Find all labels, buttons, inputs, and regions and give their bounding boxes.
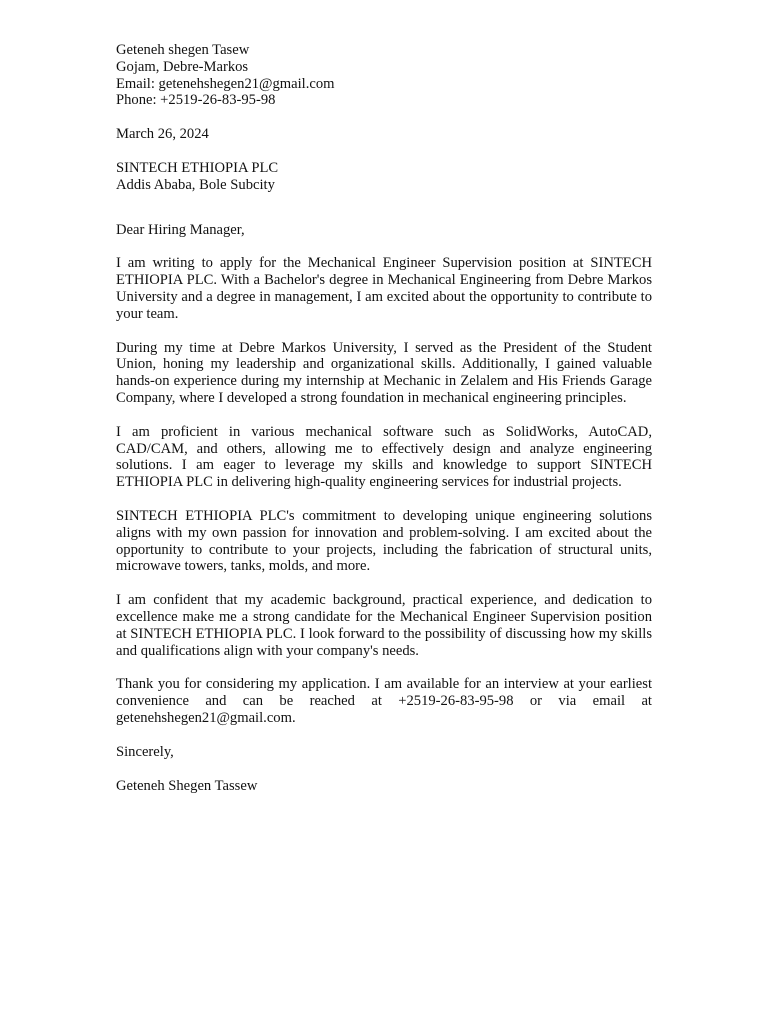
recipient-address: Addis Ababa, Bole Subcity [116,176,275,193]
body-paragraph-4: SINTECH ETHIOPIA PLC's commitment to developing unique engineering solutions aligns with my own passion for innovation and problem-solving. I am excited about the opportunity to contribute to your projects, including the fabrication of structural units, microwave towers, tanks, molds, and more. [116,507,652,575]
sender-email: Email: getenehshegen21@gmail.com [116,75,335,92]
sender-block [116,42,652,109]
body-paragraph-6: Thank you for considering my application. I am available for an interview at your earliest convenience and can be reached at +2519-26-83-95-98 or via email at getenehshegen21@gmail.com. [116,676,652,726]
body-paragraph-5: I am confident that my academic background, practical experience, and dedication to excellence make me a strong candidate for the Mechanical Engineer Supervision position at SINTECH ETHIOPIA PLC. I look forward to the possibility of discussing how my skills and qualifications align with your company's needs. [116,592,652,659]
letter-date: March 26, 2024 [116,126,209,143]
sender-name: Geteneh shegen Tasew [116,42,250,58]
recipient-company: SINTECH ETHIOPIA PLC [116,159,279,176]
closing: Sincerely, [116,743,174,760]
salutation-block [116,222,652,239]
signature-block [116,778,652,795]
body-paragraph-1: I am writing to apply for the Mechanical Engineer Supervision position at SINTECH ETHIOPIA PLC. With a Bachelor's degree in Mechanical Engineering from Debre Markos University and a degree in management, I am excited about the opportunity to contribute to your team. [116,255,652,322]
date-block [116,126,652,143]
signature-name: Geteneh Shegen Tassew [116,777,258,794]
salutation: Dear Hiring Manager, [116,221,245,238]
cover-letter-page [116,42,652,794]
recipient-block [116,160,652,194]
body-paragraph-3: I am proficient in various mechanical software such as SolidWorks, AutoCAD, CAD/CAM, and others, allowing me to effectively design and analyze engineering solutions. I am eager to leverage my skills and knowledge to support SINTECH ETHIOPIA PLC in delivering high-quality engineering services for industrial projects. [116,423,652,491]
closing-block [116,744,652,761]
sender-phone: Phone: +2519-26-83-95-98 [116,92,276,109]
body-paragraph-2: During my time at Debre Markos University, I served as the President of the Student Union, honing my leadership and organizational skills. Additionally, I gained valuable hands-on experience during my internship at Mechanic in Zelalem and His Friends Garage Company, where I developed a strong foundation in mechanical engineering principles. [116,339,652,406]
sender-address: Gojam, Debre-Markos [116,58,249,75]
